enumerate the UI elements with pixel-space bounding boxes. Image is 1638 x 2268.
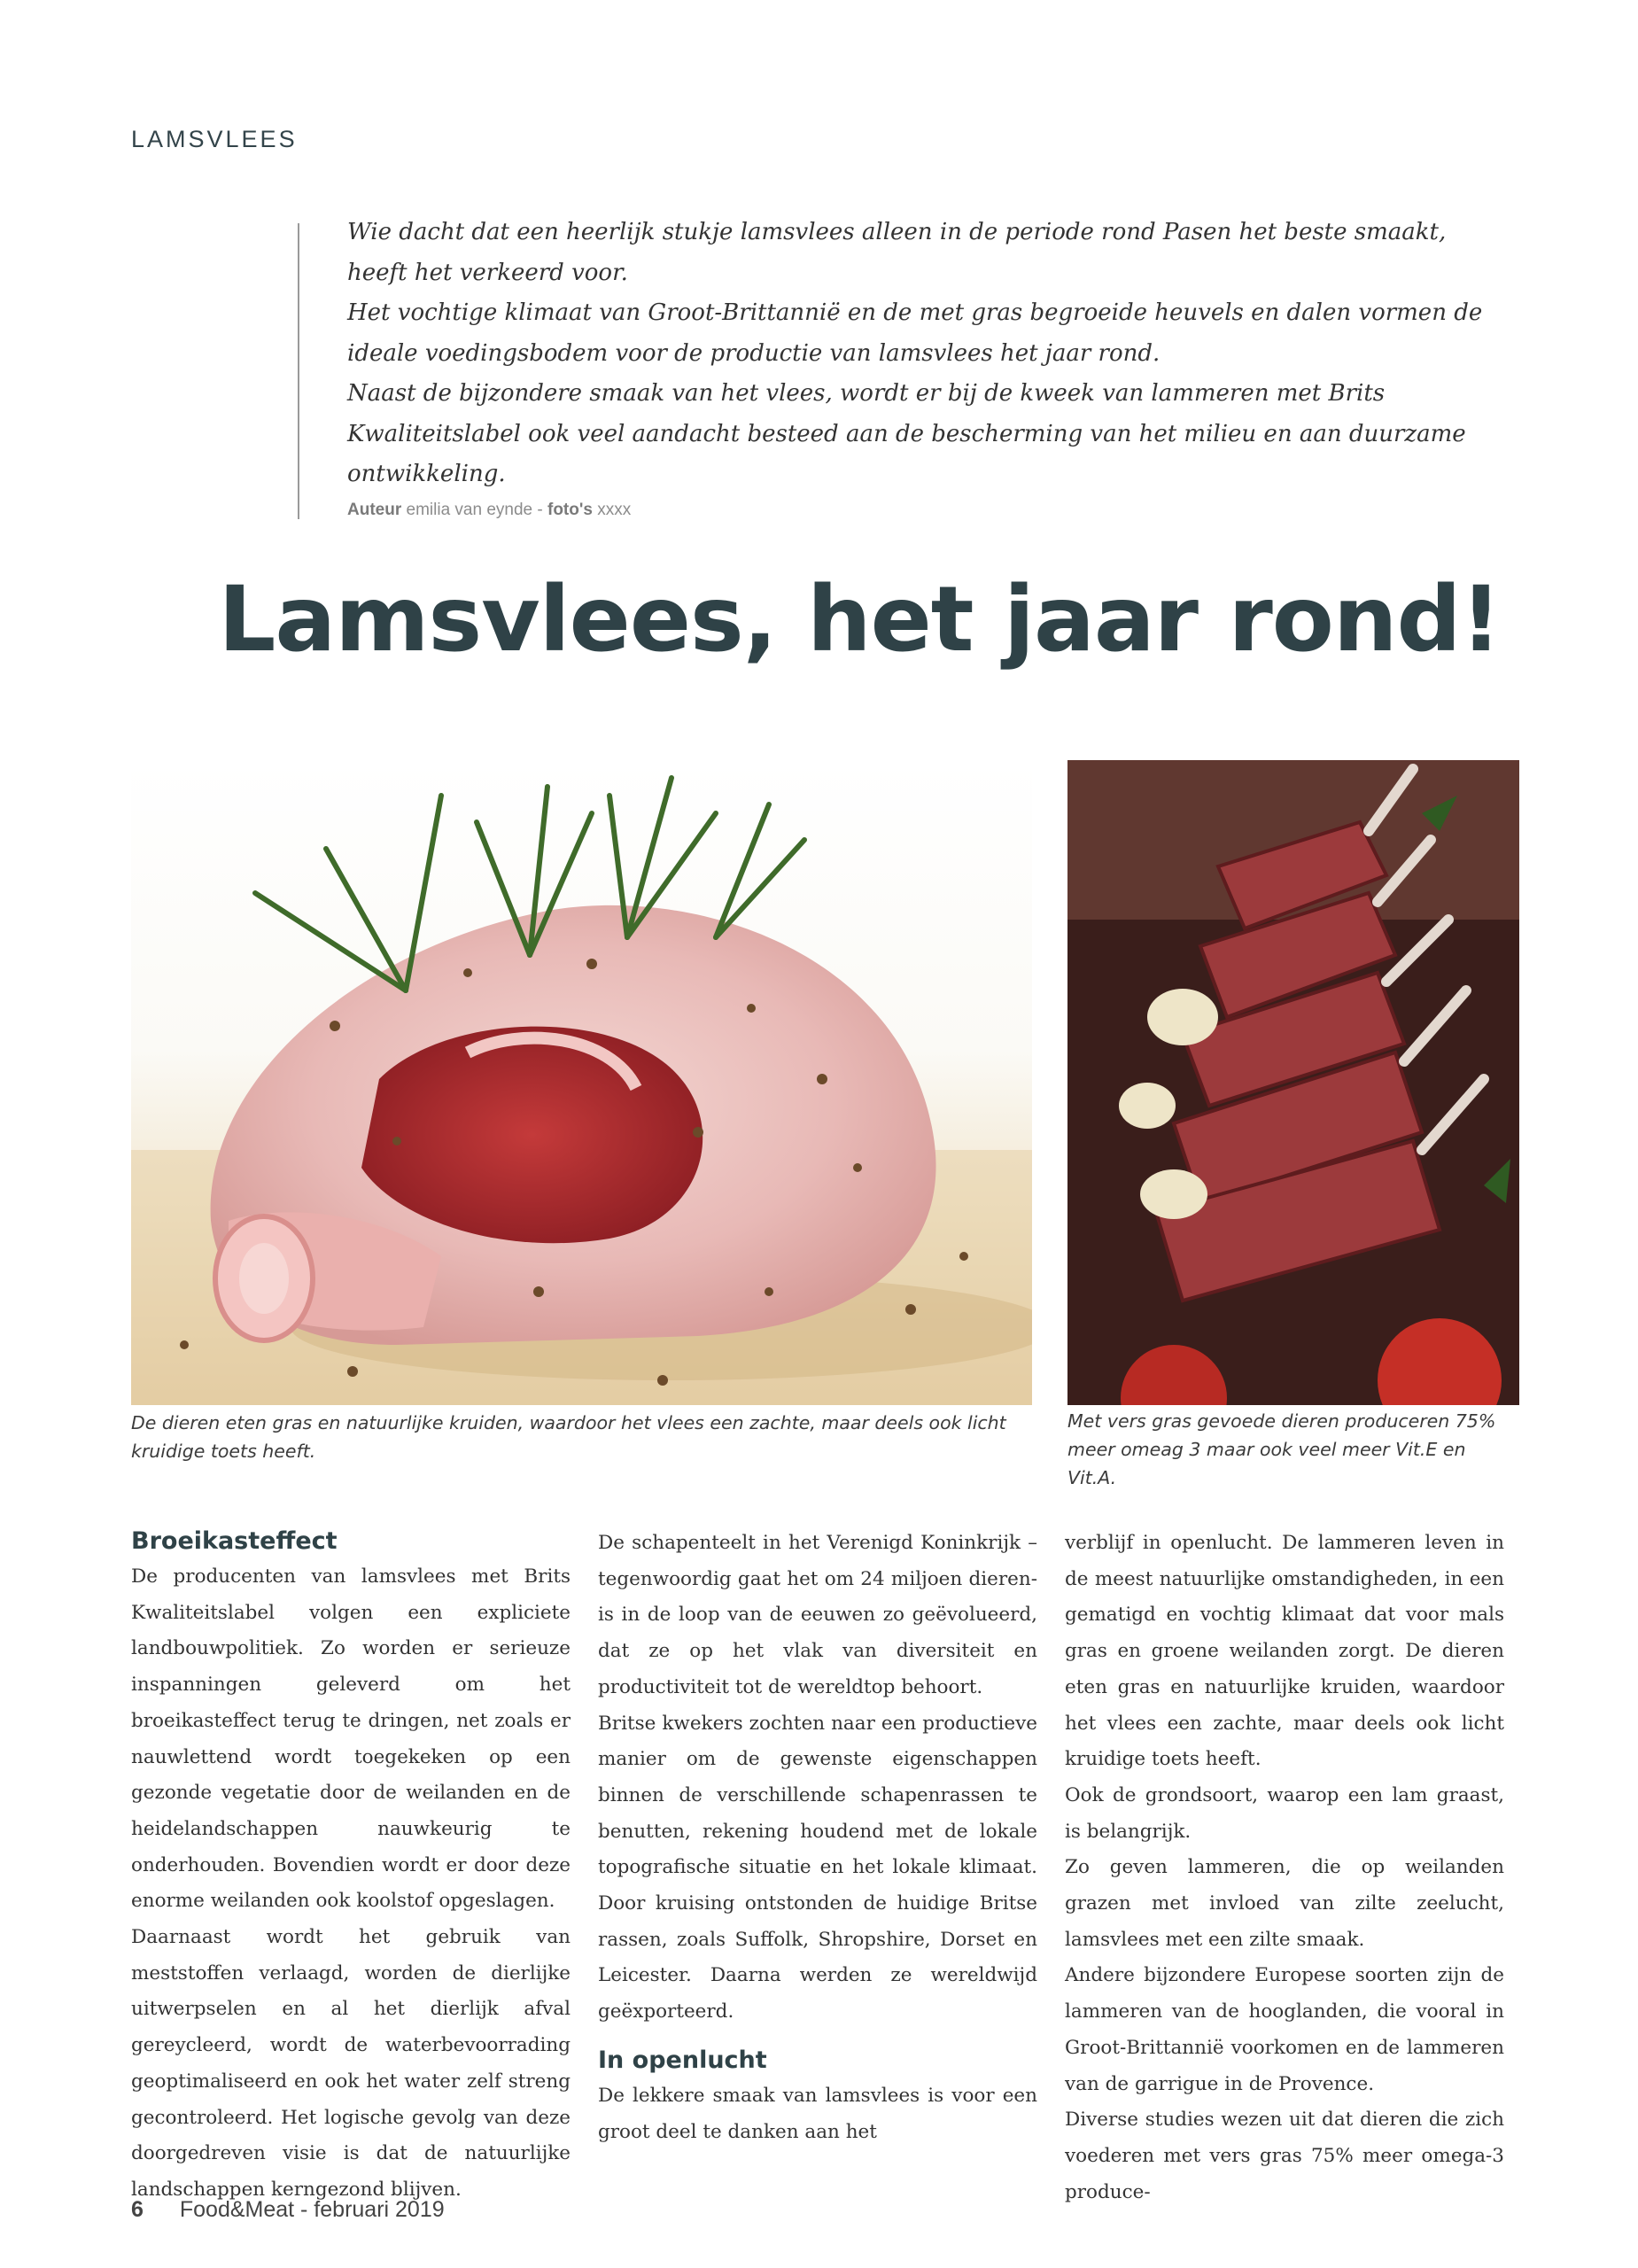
intro-paragraph: Wie dacht dat een heerlijk stukje lamsvlees alleen in de periode rond Pasen het beste smaakt, heeft het verkeerd voor.	[347, 219, 1447, 286]
article-column-3	[1065, 1526, 1504, 2210]
page-footer	[131, 2197, 445, 2223]
body-paragraph: Andere bijzondere Europese soorten zijn de lammeren van de hooglanden, die vooral in Groot-Brittannië voorkomen en de lammeren van de garrigue in de Provence.	[1065, 1964, 1504, 2095]
article-column-1	[131, 1524, 571, 2209]
intro-text	[347, 213, 1504, 495]
intro-divider	[298, 223, 299, 519]
body-paragraph: De schapenteelt in het Verenigd Koninkrijk –tegenwoordig gaat het om 24 miljoen dieren- is in de loop van de eeuwen zo geëvolueerd, dat ze op het vlak van diversiteit en productiviteit tot de wereldtop behoort.	[598, 1532, 1037, 1698]
lamb-leg-illustration	[131, 760, 1032, 1405]
body-paragraph: Diverse studies wezen uit dat dieren die zich voederen met vers gras 75% meer omega-3 produce-	[1065, 2109, 1504, 2203]
body-paragraph: De producenten van lamsvlees met Brits Kwaliteitslabel volgen een expliciete landbouwpolitiek. Zo worden er serieuze inspanningen geleverd om het broeikasteffect terug te dringen, net zoals er nauwlettend wordt toegekeken op een gezonde vegetatie door de weilanden en de heidelandschappen nauwkeurig te onderhouden. Bovendien wordt er door deze enorme weilanden ook koolstof opgeslagen.	[131, 1565, 571, 1913]
body-paragraph: De lekkere smaak van lamsvlees is voor een groot deel te danken aan het	[598, 2084, 1037, 2143]
publication-name: Food&Meat - februari 2019	[179, 2197, 445, 2222]
author-name: emilia van eynde	[406, 501, 533, 519]
page-number: 6	[131, 2197, 144, 2222]
lamb-rack-photo	[1067, 760, 1519, 1405]
intro-paragraph: Naast de bijzondere smaak van het vlees, wordt er bij de kweek van lammeren met Brits Kwaliteitslabel ook veel aandacht besteed aan de bescherming van het milieu en aan duurzame ontwikkeling.	[347, 380, 1466, 487]
page-title: Lamsvlees, het jaar rond!	[218, 567, 1501, 672]
body-paragraph: Zo geven lammeren, die op weilanden grazen met invloed van zilte zeelucht, lamsvlees met een zilte smaak.	[1065, 1856, 1504, 1951]
photo-credit: xxxx	[597, 501, 632, 519]
body-paragraph: Daarnaast wordt het gebruik van meststoffen verlaagd, worden de dierlijke uitwerpselen en al het dierlijk afval gereycleerd, wordt de waterbevoorrading geoptimaliseerd en ook het water zelf streng gecontroleerd. Het logische gevolg van deze doorgedreven visie is dat de natuurlijke landschappen kerngezond blijven.	[131, 1926, 571, 2201]
subheading: Broeikasteffect	[131, 1527, 338, 1555]
intro-paragraph: Het vochtige klimaat van Groot-Brittannië en de met gras begroeide heuvels en dalen vormen de ideale voedingsbodem voor de productie van lamsvlees het jaar rond.	[347, 299, 1483, 367]
subheading: In openlucht	[598, 2046, 767, 2074]
article-column-2	[598, 1526, 1037, 2150]
credits	[347, 501, 631, 520]
body-paragraph: Ook de grondsoort, waarop een lam graast, is belangrijk.	[1065, 1783, 1504, 1843]
photo-caption: Met vers gras gevoede dieren produceren 75% meer omeag 3 maar ook veel meer Vit.E en Vit.A.	[1067, 1410, 1496, 1488]
section-label: LAMSVLEES	[131, 126, 298, 152]
lamb-leg-photo	[131, 760, 1032, 1405]
credits-separator: -	[537, 501, 543, 519]
body-paragraph: Britse kwekers zochten naar een productieve manier om de gewenste eigenschappen binnen de verschillende schapenrassen te benutten, rekening houdend met de lokale topografische situatie en het lokale klimaat. Door kruising ontstonden de huidige Britse rassen, zoals Suffolk, Shropshire, Dorset en Leicester. Daarna werden ze wereldwijd geëxporteerd.	[598, 1712, 1037, 2023]
photo-caption: De dieren eten gras en natuurlijke kruiden, waardoor het vlees een zachte, maar deels ook licht kruidige toets heeft.	[131, 1412, 1006, 1462]
lamb-rack-illustration	[1067, 760, 1519, 1405]
author-label: Auteur	[347, 501, 402, 519]
body-paragraph: verblijf in openlucht. De lammeren leven in de meest natuurlijke omstandigheden, in een gematigd en vochtig klimaat dat voor mals gras en groene weilanden zorgt. De dieren eten gras en natuurlijke kruiden, waardoor het vlees een zachte, maar deels ook licht kruidige toets heeft.	[1065, 1532, 1504, 1771]
photo-label: foto's	[547, 501, 593, 519]
